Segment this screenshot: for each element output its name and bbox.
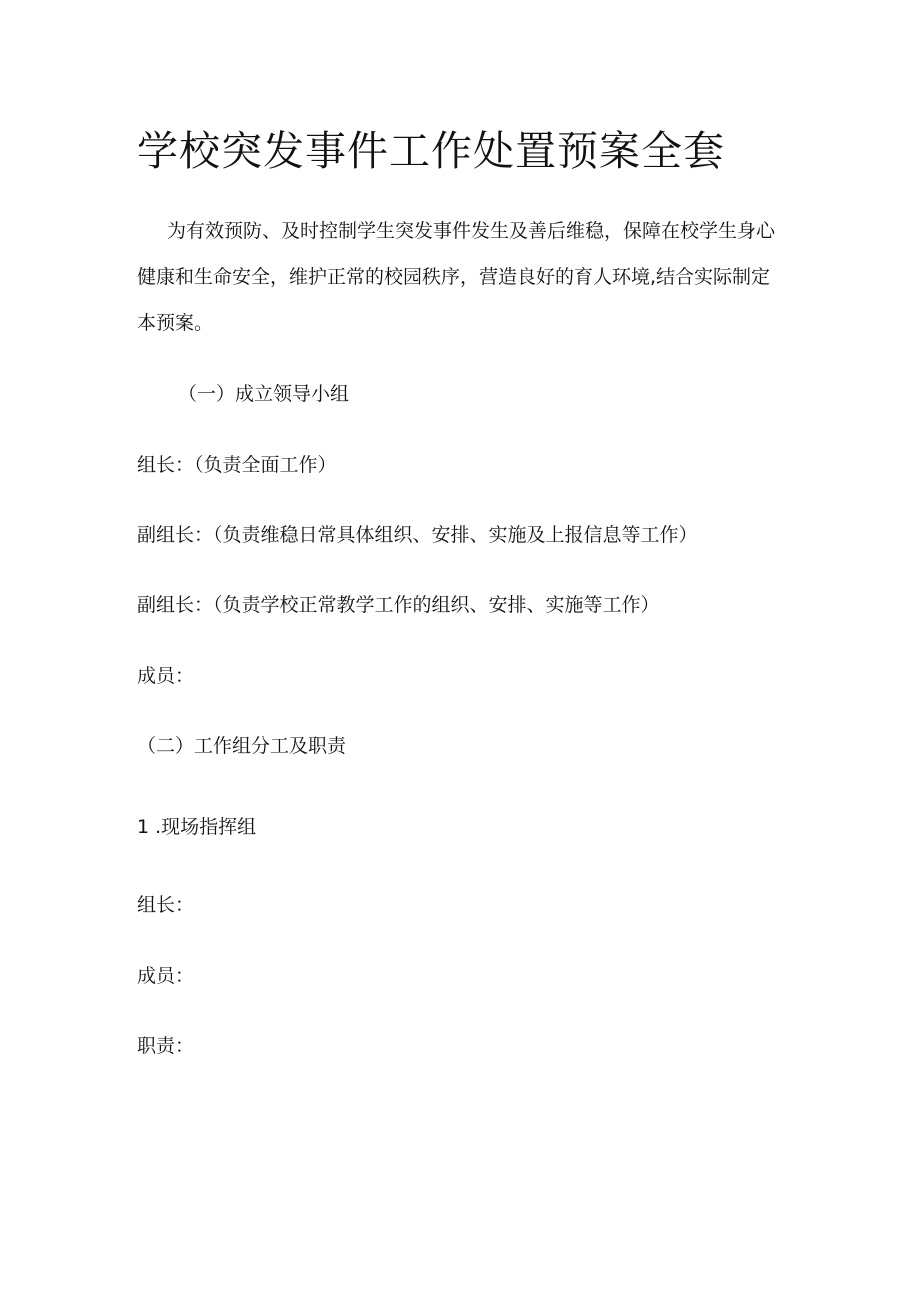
- leader-line: 组长：（负责全面工作）: [137, 454, 337, 476]
- subsection-heading-onsite-command: 1 .现场指挥组: [137, 816, 257, 838]
- intro-paragraph: 为有效预防、及时控制学生突发事件发生及善后维稳，保障在校学生身心健康和生命安全，维护正常的校园秩序，营造良好的育人环境,结合实际制定本预案。: [137, 220, 776, 334]
- document-title: 学校突发事件工作处置预案全套: [137, 127, 725, 175]
- section-heading-work-groups: （二）工作组分工及职责: [137, 735, 347, 757]
- subsection-leader-line: 组长：: [137, 894, 195, 916]
- section-heading-leadership-group: （一）成立领导小组: [178, 383, 350, 405]
- deputy-leader-line-1: 副组长：（负责维稳日常具体组织、安排、实施及上报信息等工作）: [137, 524, 698, 546]
- deputy-leader-line-2: 副组长：（负责学校正常教学工作的组织、安排、实施等工作）: [137, 594, 660, 616]
- members-line: 成员：: [137, 665, 195, 687]
- subsection-members-line: 成员：: [137, 965, 195, 987]
- subsection-duties-line: 职责：: [137, 1035, 195, 1057]
